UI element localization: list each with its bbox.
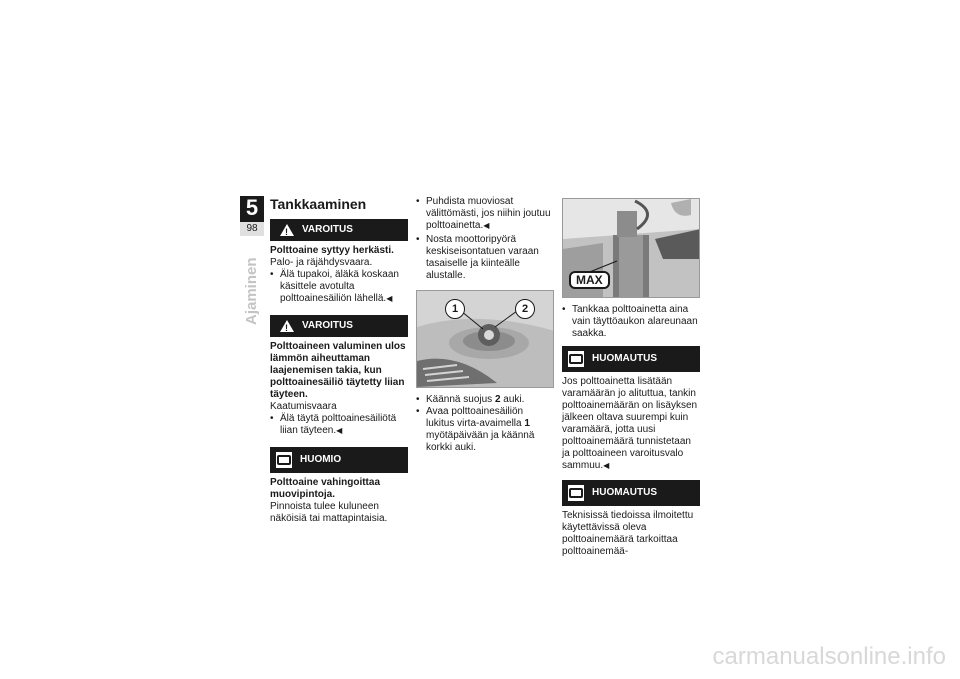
fuel-cap-figure <box>416 290 554 388</box>
page-number: 98 <box>240 222 264 236</box>
end-mark: ◀ <box>386 294 393 303</box>
steps-list <box>416 196 554 282</box>
hand-note-icon <box>568 485 584 501</box>
fuel-level-figure <box>562 198 700 298</box>
column-1 <box>270 196 408 525</box>
end-mark: ◀ <box>483 221 490 230</box>
notice-box <box>270 447 408 473</box>
notice-text: Pinnoista tulee kuluneen näköisiä tai mattapintaisia. <box>270 501 388 524</box>
warning-label: VAROITUS <box>302 224 353 235</box>
warning-box-2 <box>270 315 408 337</box>
warning-triangle-icon <box>280 320 294 332</box>
notice-heading: Polttoaine vahingoittaa muovipintoja. <box>270 477 381 500</box>
max-level-label: MAX <box>569 271 610 289</box>
hand-note-icon <box>276 452 292 468</box>
notice-label: HUOMIO <box>300 454 342 465</box>
list-item: • Käännä suojus 2 auki. <box>416 394 554 406</box>
note-box-1 <box>562 346 700 372</box>
note-text: Jos polttoainetta lisätään varamäärän jo alituttua, tankin polttoainemäärän on lisäyksen jälkeen oltava suurempi kuin varamäärä, jotta uusi polttoainemäärä tunnistetaan ja polttoaineen varoitusvalo sammuu.◀ <box>562 376 698 471</box>
warning-heading: Polttoaine syttyy herkästi. <box>270 245 394 256</box>
warning-triangle-icon <box>280 224 294 236</box>
note-label: HUOMAUTUS <box>592 487 657 498</box>
warning-heading: Polttoaineen valuminen ulos lämmön aiheuttaman laajenemisen takia, kun polttoainesäiliö täytetty liian täyteen. <box>270 341 406 400</box>
warning-text: Palo- ja räjähdysvaara. <box>270 257 373 268</box>
column-2 <box>416 196 554 454</box>
hand-note-icon <box>568 351 584 367</box>
tank-steps <box>562 304 700 340</box>
callout-1: 1 <box>445 299 465 319</box>
watermark: carmanualsonline.info <box>712 643 946 670</box>
column-3 <box>562 196 700 558</box>
warning-label: VAROITUS <box>302 320 353 331</box>
list-item: • Tankkaa polttoainetta aina vain täyttöaukon alareunaan saakka. <box>562 304 700 340</box>
steps-list-2 <box>416 394 554 454</box>
note-label: HUOMAUTUS <box>592 353 657 364</box>
chapter-number: 5 <box>245 195 259 220</box>
note-text: Teknisissä tiedoissa ilmoitettu käytettävissä oleva polttoainemäärä tarkoittaa polttoainemää- <box>562 510 694 557</box>
note-box-2 <box>562 480 700 506</box>
warning-bullets <box>270 269 408 305</box>
list-item: • Nosta moottoripyörä keskiseisontatuen varaan tasaiselle ja kiinteälle alustalle. <box>416 234 554 282</box>
end-mark: ◀ <box>603 461 610 470</box>
callout-2: 2 <box>515 299 535 319</box>
list-item: • Avaa polttoainesäiliön lukitus virta-avaimella 1 myötäpäivään ja käännä korkki auki. <box>416 406 554 454</box>
end-mark: ◀ <box>336 426 343 435</box>
section-title: Tankkaaminen <box>270 196 367 212</box>
list-item: • Älä täytä polttoainesäiliötä liian täyteen.◀ <box>270 413 408 437</box>
warning-bullets <box>270 413 408 437</box>
list-item: • Älä tupakoi, äläkä koskaan käsittele avotulta polttoainesäiliön lähellä.◀ <box>270 269 408 305</box>
list-item: • Puhdista muoviosat välittömästi, jos niihin joutuu polttoainetta.◀ <box>416 196 554 232</box>
warning-text: Kaatumisvaara <box>270 401 337 412</box>
chapter-label: Ajaminen <box>243 257 260 325</box>
warning-box-1 <box>270 219 408 241</box>
